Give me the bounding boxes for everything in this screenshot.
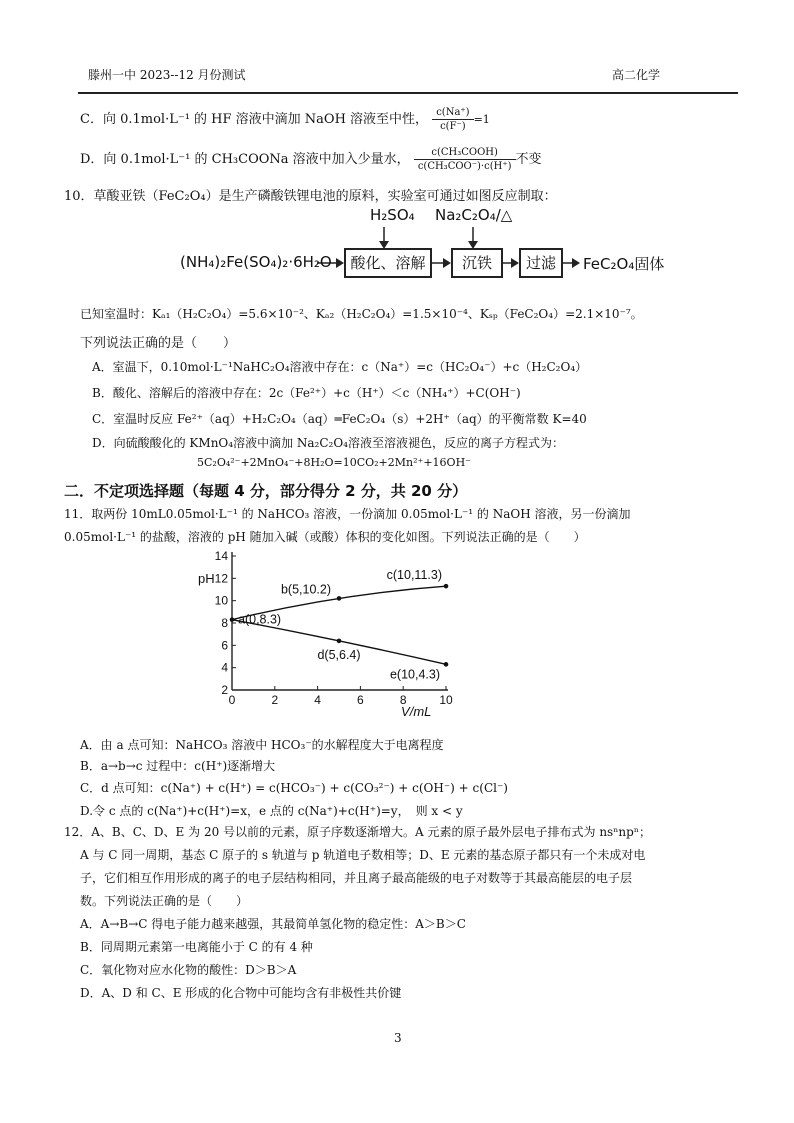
y-tick-label: 4 [221,660,228,675]
point-c [444,584,449,589]
q12-stem-3: 子，它们相互作用形成的离子的电子层结构相同，并且离子最高能级的电子对数等于其最高能层的电子层 [80,871,633,885]
y-tick-label: 8 [221,616,228,630]
q12-option-d: D．A、D 和 C、E 形成的化合物中可能均含有非极性共价键 [80,986,402,1000]
y-tick-label: 10 [214,593,228,608]
y-tick-label: 14 [214,549,228,563]
point-a [230,617,235,622]
y-axis-label: pH [198,570,215,586]
header-right: 高二化学 [612,68,661,82]
q12-option-b: B．同周期元素第一电离能小于 C 的有 4 种 [80,940,313,954]
q12-stem-4: 数。下列说法正确的是（ ） [80,894,249,908]
point-label-d: d(5,6.4) [317,647,361,662]
x-axis-label: V/mL [401,704,432,719]
q10-option-c: C．室温时反应 Fe²⁺（aq）+H₂C₂O₄（aq）═FeC₂O₄（s）+2H⁺（aq）的平衡常数 K=40 [92,412,587,426]
flow-step-filter: 过滤 [519,248,563,278]
point-label-b: b(5,10.2) [280,582,331,597]
q12-stem-2: A 与 C 同一周期，基态 C 原子的 s 轨道与 p 轨道电子数相等；D、E 元素的基态原子都只有一个未成对电 [80,848,646,862]
x-tick-label: 2 [271,693,279,707]
point-b [337,596,342,601]
arrow-head-right-3 [511,258,519,268]
point-label-c: c(10,11.3) [386,568,442,583]
arrow-head-right-1 [336,258,344,268]
q12-option-a: A．A→B→C 得电子能力越来越强，其最简单氢化物的稳定性：A＞B＞C [80,917,466,931]
q10-ask: 下列说法正确的是（ ） [80,336,237,351]
q11-stem-2: 0.05mol·L⁻¹ 的盐酸，溶液的 pH 随加入碱（或酸）体积的变化如图。下列说法正确的是（ ） [64,530,586,544]
arrow-head-right-4 [572,258,580,268]
page-number: 3 [394,1031,402,1045]
q9-option-c: C．向 0.1mol·L⁻¹ 的 HF 溶液中滴加 NaOH 溶液至中性， $\frac{c(Na^+)}{c(F^-)}$ =1 [80,107,490,132]
q12-option-c: C．氧化物对应水化物的酸性：D＞B＞A [80,963,297,977]
flow-step-acidify: 酸化、溶解 [344,248,432,278]
y-tick-label: 2 [221,683,228,697]
q9-d-fraction: $\frac{\text{c(CH₃COOH)}}{\text{c(CH₃COO⁻)·c(H⁺)}}$ [414,146,516,173]
ph-chart [190,548,480,723]
x-tick-label: 10 [439,693,453,707]
q10-option-d: D．向硫酸酸化的 KMnO₄溶液中滴加 Na₂C₂O₄溶液至溶液褪色，反应的离子方程式为： [92,436,564,450]
x-tick-label: 6 [357,693,364,707]
q11-option-d: D.令 c 点的 c(Na⁺)+c(H⁺)=x，e 点的 c(Na⁺)+c(H⁺)=y， 则 x < y [80,804,463,818]
x-tick-label: 4 [314,693,321,707]
x-tick-label: 8 [399,693,407,707]
q10-option-a: A．室温下，0.10mol·L⁻¹NaHC₂O₄溶液中存在：c（Na⁺）=c（HC₂O₄⁻）+c（H₂C₂O₄） [92,360,588,374]
q11-stem-1: 11．取两份 10mL0.05mol·L⁻¹ 的 NaHCO₃ 溶液，一份滴加 0.05mol·L⁻¹ 的 NaOH 溶液，另一份滴加 [64,507,631,521]
point-label-a: a(0,8.3) [238,612,282,627]
q10-option-b: B．酸化、溶解后的溶液中存在：2c（Fe²⁺）+c（H⁺）＜c（NH₄⁺）+C(OH⁻) [92,386,521,400]
point-e [444,662,449,667]
x-tick-label: 0 [228,693,236,707]
section-2-title: 二．不定项选择题（每题 4 分，部分得分 2 分，共 20 分） [64,482,468,500]
q12-stem-1: 12．A、B、C、D、E 为 20 号以前的元素，原子序数逐渐增大。A 元素的原子最外层电子排布式为 nsⁿnpⁿ； [64,825,652,839]
q11-option-b: B．a→b→c 过程中：c(H⁺)逐渐增大 [80,759,276,773]
reagent-h2so4: H₂SO₄ [370,206,415,224]
y-tick-label: 12 [214,571,228,586]
flow-step-precipitate: 沉铁 [451,248,503,278]
y-tick-label: 6 [221,638,228,653]
flow-end: FeC₂O₄固体 [583,255,665,273]
q10-equation: 5C₂O₄²⁻+2MnO₄⁻+8H₂O=10CO₂+2Mn²⁺+16OH⁻ [197,456,471,469]
q9-c-fraction: $\frac{c(Na^+)}{c(F^-)}$ [432,106,473,133]
arrow-head-right-2 [443,258,451,268]
header-left: 滕州一中 2023--12 月份测试 [88,68,246,82]
q9-option-d: D．向 0.1mol·L⁻¹ 的 CH₃COONa 溶液中加入少量水， $\frac{\text{c(CH₃COOH)}}{\text{c(CH₃COO⁻)·c(H⁺)}}$ 不变 [80,147,542,172]
q10-known: 已知室温时：Kₐ₁（H₂C₂O₄）=5.6×10⁻²、Kₐ₂（H₂C₂O₄）=1.5×10⁻⁴、Kₛₚ（FeC₂O₄）=2.1×10⁻⁷。 [80,307,643,321]
q10-stem: 10．草酸亚铁（FeC₂O₄）是生产磷酸铁锂电池的原料，实验室可通过如图反应制取： [64,189,557,204]
q11-option-c: C．d 点可知：c(Na⁺) + c(H⁺) = c(HCO₃⁻) + c(CO₃²⁻) + c(OH⁻) + c(Cl⁻) [80,781,508,795]
point-d [337,639,342,644]
point-label-e: e(10,4.3) [389,667,440,682]
q11-option-a: A．由 a 点可知：NaHCO₃ 溶液中 HCO₃⁻的水解程度大于电离程度 [80,738,444,752]
flow-start: (NH₄)₂Fe(SO₄)₂·6H₂O [180,253,332,271]
reagent-na2c2o4: Na₂C₂O₄/△ [435,206,513,224]
